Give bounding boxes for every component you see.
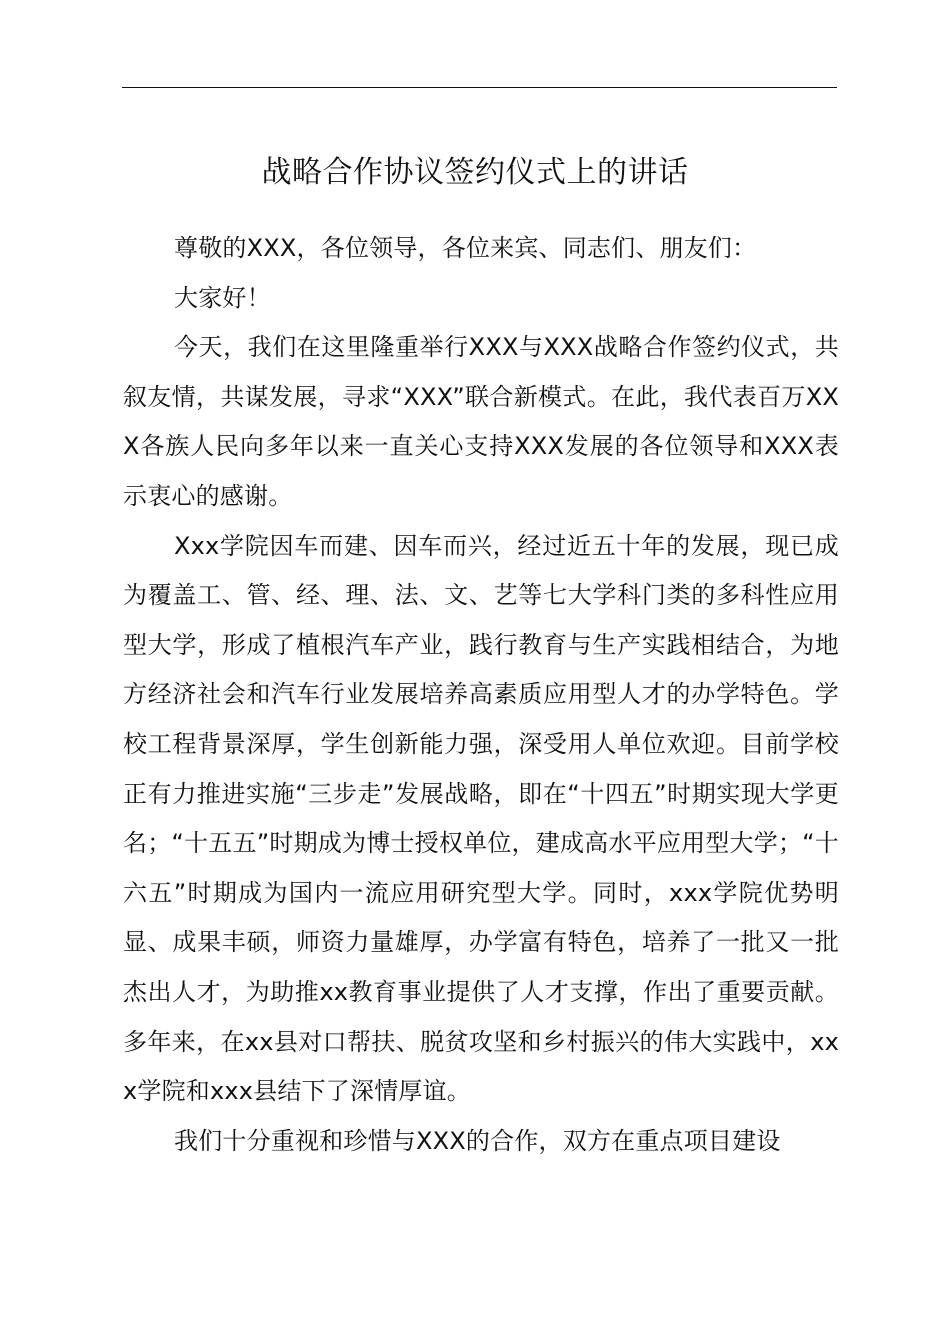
page-title: 战略合作协议签约仪式上的讲话 <box>261 155 689 190</box>
salutation-paragraph: 尊敬的XXX，各位领导，各位来宾、同志们、朋友们： <box>174 234 757 262</box>
body-paragraph-1: 今天，我们在这里隆重举行XXX与XXX战略合作签约仪式，共叙友情，共谋发展，寻求“XXX”联合新模式。在此，我代表百万XXX各族人民向多年以来一直关心支持XXX发展的各位领导和XXX表示衷心的感谢。 <box>123 333 839 510</box>
header-rule <box>122 87 837 88</box>
body-paragraph-2: Xxx学院因车而建、因车而兴，经过近五十年的发展，现已成为覆盖工、管、经、理、法、文、艺等七大学科门类的多科性应用型大学，形成了植根汽车产业，践行教育与生产实践相结合，为地方经济社会和汽车行业发展培养高素质应用型人才的办学特色。学校工程背景深厚，学生创新能力强，深受用人单位欢迎。目前学校正有力推进实施“三步走”发展战略，即在“十四五”时期实现大学更名；“十五五”时期成为博士授权单位，建成高水平应用型大学；“十六五”时期成为国内一流应用研究型大学。同时，xxx学院优势明显、成果丰硕，师资力量雄厚，办学富有特色，培养了一批又一批杰出人才，为助推xx教育事业提供了人才支撑，作出了重要贡献。多年来，在xx县对口帮扶、脱贫攻坚和乡村振兴的伟大实践中，xxx学院和xxx县结下了深情厚谊。 <box>123 531 839 1106</box>
speech-body <box>123 224 839 1166</box>
body-paragraph-3: 我们十分重视和珍惜与XXX的合作，双方在重点项目建设 <box>174 1126 781 1155</box>
greeting-paragraph: 大家好！ <box>174 283 271 312</box>
